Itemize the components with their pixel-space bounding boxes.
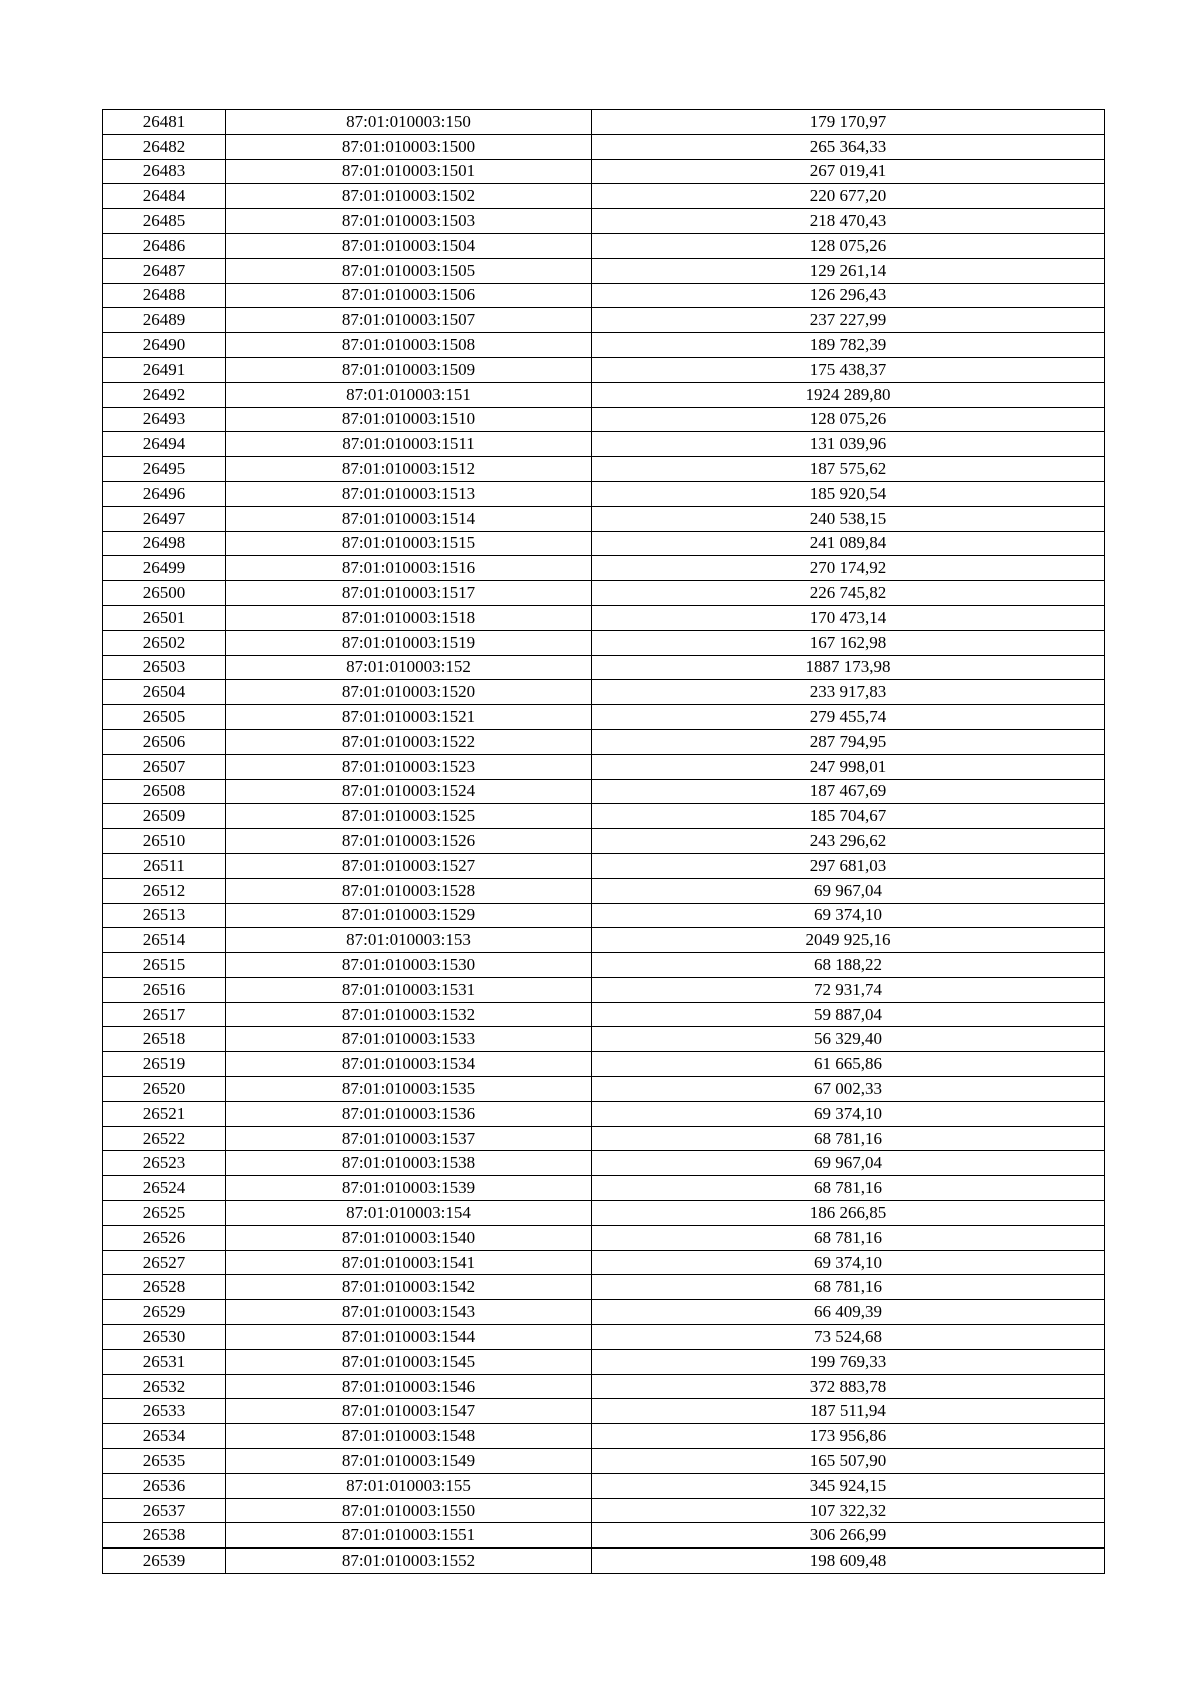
row-number-cell: 26533: [103, 1399, 226, 1424]
table-row: [103, 531, 1105, 556]
table-row: [103, 953, 1105, 978]
row-number-cell: 26530: [103, 1325, 226, 1350]
table-row: [103, 977, 1105, 1002]
cadastral-number-cell: 87:01:010003:1547: [226, 1399, 592, 1424]
cadastral-number-cell: 87:01:010003:1500: [226, 134, 592, 159]
row-number-cell: 26500: [103, 581, 226, 606]
row-number-cell: 26531: [103, 1349, 226, 1374]
cadastral-number-cell: 87:01:010003:151: [226, 382, 592, 407]
row-number-cell: 26494: [103, 432, 226, 457]
cadastral-number-cell: 87:01:010003:1531: [226, 977, 592, 1002]
table-row: [103, 110, 1105, 135]
row-number-cell: 26503: [103, 655, 226, 680]
value-cell: 167 162,98: [592, 630, 1105, 655]
row-number-cell: 26517: [103, 1002, 226, 1027]
value-cell: 69 967,04: [592, 1151, 1105, 1176]
value-cell: 267 019,41: [592, 159, 1105, 184]
table-row: [103, 903, 1105, 928]
value-cell: 69 374,10: [592, 1250, 1105, 1275]
value-cell: 72 931,74: [592, 977, 1105, 1002]
table-row: [103, 804, 1105, 829]
cadastral-number-cell: 87:01:010003:1522: [226, 729, 592, 754]
value-cell: 287 794,95: [592, 729, 1105, 754]
row-number-cell: 26526: [103, 1225, 226, 1250]
cadastral-number-cell: 87:01:010003:1510: [226, 407, 592, 432]
cadastral-number-cell: 87:01:010003:1511: [226, 432, 592, 457]
value-cell: 68 781,16: [592, 1176, 1105, 1201]
table-row: [103, 382, 1105, 407]
table-row: [103, 1449, 1105, 1474]
value-cell: 233 917,83: [592, 680, 1105, 705]
cadastral-number-cell: 87:01:010003:1516: [226, 556, 592, 581]
row-number-cell: 26485: [103, 209, 226, 234]
row-number-cell: 26508: [103, 779, 226, 804]
value-cell: 247 998,01: [592, 754, 1105, 779]
row-number-cell: 26490: [103, 333, 226, 358]
cadastral-number-cell: 87:01:010003:1513: [226, 481, 592, 506]
value-cell: 73 524,68: [592, 1325, 1105, 1350]
cadastral-number-cell: 87:01:010003:1518: [226, 605, 592, 630]
table-row: [103, 1201, 1105, 1226]
cadastral-number-cell: 87:01:010003:1537: [226, 1126, 592, 1151]
cadastral-number-cell: 87:01:010003:1542: [226, 1275, 592, 1300]
table-row: [103, 1151, 1105, 1176]
cadastral-number-cell: 87:01:010003:1527: [226, 853, 592, 878]
table-row: [103, 481, 1105, 506]
value-cell: 1887 173,98: [592, 655, 1105, 680]
row-number-cell: 26514: [103, 928, 226, 953]
value-cell: 165 507,90: [592, 1449, 1105, 1474]
value-cell: 198 609,48: [592, 1548, 1105, 1573]
row-number-cell: 26516: [103, 977, 226, 1002]
table-row: [103, 1325, 1105, 1350]
cadastral-number-cell: 87:01:010003:1523: [226, 754, 592, 779]
value-cell: 179 170,97: [592, 110, 1105, 135]
cadastral-number-cell: 87:01:010003:1552: [226, 1548, 592, 1573]
table-row: [103, 1424, 1105, 1449]
cadastral-number-cell: 87:01:010003:1548: [226, 1424, 592, 1449]
table-row: [103, 308, 1105, 333]
row-number-cell: 26495: [103, 457, 226, 482]
cadastral-number-cell: 87:01:010003:1517: [226, 581, 592, 606]
cadastral-number-cell: 87:01:010003:1508: [226, 333, 592, 358]
cadastral-number-cell: 87:01:010003:154: [226, 1201, 592, 1226]
cadastral-number-cell: 87:01:010003:1536: [226, 1101, 592, 1126]
value-cell: 126 296,43: [592, 283, 1105, 308]
row-number-cell: 26525: [103, 1201, 226, 1226]
value-cell: 218 470,43: [592, 209, 1105, 234]
table-row: [103, 1052, 1105, 1077]
table-row: [103, 457, 1105, 482]
table-row: [103, 258, 1105, 283]
value-cell: 270 174,92: [592, 556, 1105, 581]
row-number-cell: 26487: [103, 258, 226, 283]
value-cell: 243 296,62: [592, 829, 1105, 854]
cadastral-number-cell: 87:01:010003:1549: [226, 1449, 592, 1474]
table-row: [103, 432, 1105, 457]
table-row: [103, 1225, 1105, 1250]
row-number-cell: 26506: [103, 729, 226, 754]
cadastral-number-cell: 87:01:010003:1551: [226, 1523, 592, 1548]
row-number-cell: 26489: [103, 308, 226, 333]
cadastral-number-cell: 87:01:010003:1544: [226, 1325, 592, 1350]
value-cell: 69 374,10: [592, 1101, 1105, 1126]
table-row: [103, 705, 1105, 730]
value-cell: 61 665,86: [592, 1052, 1105, 1077]
row-number-cell: 26532: [103, 1374, 226, 1399]
value-cell: 128 075,26: [592, 233, 1105, 258]
value-cell: 297 681,03: [592, 853, 1105, 878]
table-row: [103, 1101, 1105, 1126]
cadastral-number-cell: 87:01:010003:1501: [226, 159, 592, 184]
row-number-cell: 26539: [103, 1548, 226, 1573]
value-cell: 66 409,39: [592, 1300, 1105, 1325]
cadastral-number-cell: 87:01:010003:1521: [226, 705, 592, 730]
cadastral-number-cell: 87:01:010003:1528: [226, 878, 592, 903]
table-row: [103, 1523, 1105, 1548]
row-number-cell: 26520: [103, 1077, 226, 1102]
cadastral-number-cell: 87:01:010003:1514: [226, 506, 592, 531]
table-row: [103, 1126, 1105, 1151]
table-row: [103, 283, 1105, 308]
value-cell: 187 575,62: [592, 457, 1105, 482]
table-row: [103, 1374, 1105, 1399]
table-row: [103, 928, 1105, 953]
value-cell: 220 677,20: [592, 184, 1105, 209]
cadastral-number-cell: 87:01:010003:1504: [226, 233, 592, 258]
table-row: [103, 1349, 1105, 1374]
row-number-cell: 26507: [103, 754, 226, 779]
row-number-cell: 26504: [103, 680, 226, 705]
row-number-cell: 26501: [103, 605, 226, 630]
table-row: [103, 333, 1105, 358]
table-row: [103, 581, 1105, 606]
cadastral-number-cell: 87:01:010003:1526: [226, 829, 592, 854]
cadastral-number-cell: 87:01:010003:1534: [226, 1052, 592, 1077]
value-cell: 129 261,14: [592, 258, 1105, 283]
row-number-cell: 26488: [103, 283, 226, 308]
cadastral-number-cell: 87:01:010003:1505: [226, 258, 592, 283]
cadastral-number-cell: 87:01:010003:1550: [226, 1498, 592, 1523]
row-number-cell: 26497: [103, 506, 226, 531]
table-row: [103, 779, 1105, 804]
table-row: [103, 853, 1105, 878]
row-number-cell: 26505: [103, 705, 226, 730]
cadastral-number-cell: 87:01:010003:1506: [226, 283, 592, 308]
cadastral-number-cell: 87:01:010003:1525: [226, 804, 592, 829]
table-row: [103, 357, 1105, 382]
table-row: [103, 1002, 1105, 1027]
value-cell: 67 002,33: [592, 1077, 1105, 1102]
row-number-cell: 26518: [103, 1027, 226, 1052]
table-row: [103, 754, 1105, 779]
value-cell: 68 781,16: [592, 1126, 1105, 1151]
table-row: [103, 233, 1105, 258]
row-number-cell: 26519: [103, 1052, 226, 1077]
table-row: [103, 184, 1105, 209]
table-row: [103, 680, 1105, 705]
table-row: [103, 1473, 1105, 1498]
table-row: [103, 630, 1105, 655]
row-number-cell: 26498: [103, 531, 226, 556]
value-cell: 170 473,14: [592, 605, 1105, 630]
row-number-cell: 26499: [103, 556, 226, 581]
row-number-cell: 26492: [103, 382, 226, 407]
value-cell: 187 467,69: [592, 779, 1105, 804]
row-number-cell: 26529: [103, 1300, 226, 1325]
value-cell: 199 769,33: [592, 1349, 1105, 1374]
row-number-cell: 26486: [103, 233, 226, 258]
table-row: [103, 1176, 1105, 1201]
value-cell: 265 364,33: [592, 134, 1105, 159]
value-cell: 131 039,96: [592, 432, 1105, 457]
value-cell: 279 455,74: [592, 705, 1105, 730]
table-row: [103, 134, 1105, 159]
value-cell: 59 887,04: [592, 1002, 1105, 1027]
row-number-cell: 26493: [103, 407, 226, 432]
table-row: [103, 209, 1105, 234]
cadastral-number-cell: 87:01:010003:155: [226, 1473, 592, 1498]
cadastral-number-cell: 87:01:010003:1529: [226, 903, 592, 928]
table-row: [103, 1548, 1105, 1573]
cadastral-number-cell: 87:01:010003:1502: [226, 184, 592, 209]
cadastral-number-cell: 87:01:010003:1512: [226, 457, 592, 482]
table-row: [103, 506, 1105, 531]
value-cell: 185 920,54: [592, 481, 1105, 506]
cadastral-number-cell: 87:01:010003:1546: [226, 1374, 592, 1399]
value-cell: 372 883,78: [592, 1374, 1105, 1399]
cadastral-number-cell: 87:01:010003:1515: [226, 531, 592, 556]
value-cell: 69 967,04: [592, 878, 1105, 903]
value-cell: 69 374,10: [592, 903, 1105, 928]
cadastral-number-cell: 87:01:010003:1507: [226, 308, 592, 333]
table-row: [103, 878, 1105, 903]
row-number-cell: 26538: [103, 1523, 226, 1548]
value-cell: 128 075,26: [592, 407, 1105, 432]
cadastral-number-cell: 87:01:010003:1519: [226, 630, 592, 655]
value-cell: 237 227,99: [592, 308, 1105, 333]
table-row: [103, 1300, 1105, 1325]
row-number-cell: 26482: [103, 134, 226, 159]
table-row: [103, 1027, 1105, 1052]
value-cell: 240 538,15: [592, 506, 1105, 531]
value-cell: 56 329,40: [592, 1027, 1105, 1052]
value-cell: 175 438,37: [592, 357, 1105, 382]
row-number-cell: 26509: [103, 804, 226, 829]
table-row: [103, 655, 1105, 680]
row-number-cell: 26510: [103, 829, 226, 854]
row-number-cell: 26522: [103, 1126, 226, 1151]
table-row: [103, 407, 1105, 432]
cadastral-number-cell: 87:01:010003:1541: [226, 1250, 592, 1275]
row-number-cell: 26502: [103, 630, 226, 655]
value-cell: 187 511,94: [592, 1399, 1105, 1424]
cadastral-number-cell: 87:01:010003:153: [226, 928, 592, 953]
value-cell: 306 266,99: [592, 1523, 1105, 1548]
cadastral-number-cell: 87:01:010003:1543: [226, 1300, 592, 1325]
cadastral-number-cell: 87:01:010003:1535: [226, 1077, 592, 1102]
row-number-cell: 26515: [103, 953, 226, 978]
value-cell: 345 924,15: [592, 1473, 1105, 1498]
value-cell: 241 089,84: [592, 531, 1105, 556]
row-number-cell: 26511: [103, 853, 226, 878]
table-row: [103, 1498, 1105, 1523]
cadastral-number-cell: 87:01:010003:1509: [226, 357, 592, 382]
value-cell: 1924 289,80: [592, 382, 1105, 407]
row-number-cell: 26523: [103, 1151, 226, 1176]
value-cell: 186 266,85: [592, 1201, 1105, 1226]
value-cell: 68 188,22: [592, 953, 1105, 978]
table-row: [103, 159, 1105, 184]
table-row: [103, 729, 1105, 754]
table-row: [103, 1077, 1105, 1102]
cadastral-number-cell: 87:01:010003:1545: [226, 1349, 592, 1374]
table-row: [103, 605, 1105, 630]
value-cell: 68 781,16: [592, 1275, 1105, 1300]
cadastral-number-cell: 87:01:010003:1540: [226, 1225, 592, 1250]
row-number-cell: 26535: [103, 1449, 226, 1474]
row-number-cell: 26481: [103, 110, 226, 135]
value-cell: 226 745,82: [592, 581, 1105, 606]
cadastral-number-cell: 87:01:010003:1520: [226, 680, 592, 705]
table-row: [103, 1399, 1105, 1424]
cadastral-number-cell: 87:01:010003:1503: [226, 209, 592, 234]
row-number-cell: 26496: [103, 481, 226, 506]
table-row: [103, 556, 1105, 581]
cadastral-number-cell: 87:01:010003:1533: [226, 1027, 592, 1052]
cadastral-number-cell: 87:01:010003:1538: [226, 1151, 592, 1176]
row-number-cell: 26513: [103, 903, 226, 928]
row-number-cell: 26536: [103, 1473, 226, 1498]
row-number-cell: 26524: [103, 1176, 226, 1201]
row-number-cell: 26534: [103, 1424, 226, 1449]
value-cell: 68 781,16: [592, 1225, 1105, 1250]
table-row: [103, 1250, 1105, 1275]
row-number-cell: 26483: [103, 159, 226, 184]
cadastral-number-cell: 87:01:010003:150: [226, 110, 592, 135]
value-cell: 173 956,86: [592, 1424, 1105, 1449]
value-cell: 189 782,39: [592, 333, 1105, 358]
value-cell: 107 322,32: [592, 1498, 1105, 1523]
table-row: [103, 829, 1105, 854]
row-number-cell: 26527: [103, 1250, 226, 1275]
value-cell: 185 704,67: [592, 804, 1105, 829]
row-number-cell: 26491: [103, 357, 226, 382]
cadastral-number-cell: 87:01:010003:1539: [226, 1176, 592, 1201]
row-number-cell: 26484: [103, 184, 226, 209]
row-number-cell: 26521: [103, 1101, 226, 1126]
row-number-cell: 26528: [103, 1275, 226, 1300]
row-number-cell: 26537: [103, 1498, 226, 1523]
value-cell: 2049 925,16: [592, 928, 1105, 953]
row-number-cell: 26512: [103, 878, 226, 903]
cadastral-number-cell: 87:01:010003:1524: [226, 779, 592, 804]
table-row: [103, 1275, 1105, 1300]
cadastral-number-cell: 87:01:010003:1532: [226, 1002, 592, 1027]
table-body: [103, 110, 1105, 1574]
cadastral-number-cell: 87:01:010003:1530: [226, 953, 592, 978]
cadastral-number-cell: 87:01:010003:152: [226, 655, 592, 680]
data-table: [102, 109, 1105, 1574]
